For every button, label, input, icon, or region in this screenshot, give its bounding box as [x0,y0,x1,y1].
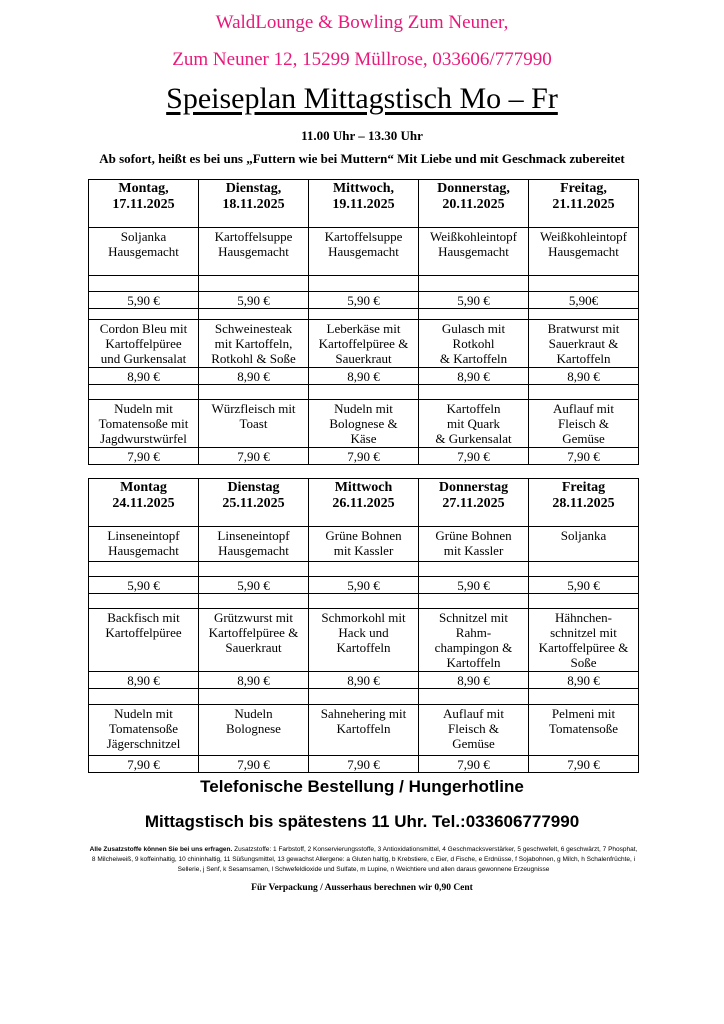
main-dish-text: Kartoffeln [336,640,391,655]
main-dish-text: Rahm- [455,625,492,640]
week2-row-main-price [89,672,639,689]
week2-row-third-dish [89,705,639,756]
spacer-cell [529,562,639,577]
third-dish-text: Nudeln mit [114,706,173,721]
day-header-text: Donnerstag [438,480,509,495]
third-dish-cell [529,400,639,448]
intro-text: Ab sofort, heißt es bei uns „Futtern wie bei Muttern“ Mit Liebe und mit Geschmack zubereitet [99,151,625,166]
spacer-cell [529,385,639,400]
day-header-text: Montag, [118,181,169,196]
third-dish-text: Bolognese & [329,416,398,431]
spacer-cell [89,689,199,705]
week1-row-main-price [89,368,639,385]
third-dish-text: Tomatensoße [548,721,619,736]
day-header-cell [89,180,199,228]
day-header-cell [199,180,309,228]
third-dish-text: Fleisch & [558,416,609,431]
main-dish-text: Sauerkraut [335,351,392,366]
main-price-cell [529,368,639,385]
soup-price-cell [529,292,639,309]
main-dish-cell [419,609,529,672]
week2-row-main-dish [89,609,639,672]
spacer-cell [309,562,419,577]
day-header-cell [419,479,529,527]
soup-dish-cell [419,228,529,276]
third-price-cell [199,756,309,773]
main-dish-text: Sauerkraut [225,640,282,655]
main-dish-text: Kartoffelpüree [105,625,182,640]
day-header-text: 25.11.2025 [222,496,285,511]
soup-dish-text: Grüne Bohnen [325,528,402,543]
soup-dish-cell [419,527,529,562]
spacer-cell [309,276,419,292]
spacer-cell [89,562,199,577]
main-dish-text: Sauerkraut & [548,336,619,351]
third-dish-text: Toast [239,416,268,431]
third-dish-text: Kartoffeln [336,721,391,736]
main-price-cell [199,368,309,385]
main-dish-text: Hack und [338,625,389,640]
soup-dish-cell [199,527,309,562]
third-price-text: 7,90 € [347,449,380,464]
day-header-text: Montag [120,480,167,495]
soup-price-cell [419,577,529,594]
main-dish-cell [529,609,639,672]
spacer-cell [89,276,199,292]
main-price-text: 8,90 € [457,673,490,688]
day-header-cell [309,180,419,228]
third-dish-text: Sahnehering mit [320,706,407,721]
allergen-list: Zusatzstoffe: 1 Farbstoff, 2 Konservierungsstoffe, 3 Antioxidationsmittel, 4 Geschmacksverstärker, 5 geschwefelt, 6 geschwärzt, 7 Phosphat, 8 Milcheiweiß, 9 koffeinhaltig, 10 chininhaltig, 11 Süßungsmittel, 13 gewachst Allergene: a Gluten haltig, b Krebstiere, c Eier, d Fische, e Erdnüsse, f Sojabohnen, g Milch, h Schalenfrüchte, i Sellerie, j Senf, k Sesamsamen, l Schwefeldioxide und Sulfate, m Lupine, n Weichtiere und allen daraus gewonnene Erzeugnisse [91,846,638,873]
day-header-cell [529,479,639,527]
soup-dish-cell [529,228,639,276]
soup-price-text: 5,90 € [567,578,600,593]
day-header-text: Mittwoch [334,480,393,495]
third-price-text: 7,90 € [347,757,380,772]
soup-price-text: 5,90 € [127,578,160,593]
spacer-cell [89,309,199,320]
day-header-cell [529,180,639,228]
main-dish-text: Schnitzel mit [439,610,508,625]
third-dish-cell [199,705,309,756]
week2-row-soup-price [89,577,639,594]
third-price-text: 7,90 € [457,449,490,464]
day-header-cell [309,479,419,527]
soup-price-text: 5,90€ [568,293,599,308]
soup-dish-text: mit Kassler [333,543,394,558]
spacer-cell [419,385,529,400]
main-dish-cell [309,320,419,368]
week1-row-soup-dish [89,228,639,276]
spacer-cell [199,562,309,577]
day-header-text: Donnerstag, [437,181,510,196]
day-header-text: 20.11.2025 [442,197,505,212]
spacer-cell [199,309,309,320]
third-price-cell [419,756,529,773]
third-price-cell [309,756,419,773]
soup-dish-cell [89,228,199,276]
third-dish-text: Tomatensoße mit [98,416,189,431]
allergen-lead: Alle Zusatzstoffe können Sie bei uns erfragen. [89,846,233,853]
third-dish-cell [529,705,639,756]
day-header-text: 26.11.2025 [332,496,395,511]
soup-price-cell [529,577,639,594]
third-dish-text: Jagdwurstwürfel [100,431,187,446]
third-price-text: 7,90 € [237,449,270,464]
week2-menu-table [88,478,639,773]
third-price-cell [89,448,199,465]
main-price-cell [419,368,529,385]
packaging-note: Für Verpackung / Ausserhaus berechnen wir 0,90 Cent [251,883,473,893]
main-dish-text: Kartoffelpüree & [208,625,299,640]
third-price-text: 7,90 € [567,449,600,464]
soup-dish-cell [529,527,639,562]
spacer-cell [529,594,639,609]
soup-dish-text: Hausgemacht [108,244,179,259]
main-price-text: 8,90 € [567,369,600,384]
week2-row-spacer [89,562,639,577]
day-header-text: Freitag [561,480,606,495]
third-dish-text: Tomatensoße [108,721,179,736]
main-price-text: 8,90 € [457,369,490,384]
soup-price-cell [89,292,199,309]
third-dish-text: Gemüse [562,431,605,446]
day-header-text: Dienstag, [225,181,282,196]
main-dish-text: Kartoffelpüree & [318,336,409,351]
soup-dish-text: Hausgemacht [108,543,179,558]
soup-price-cell [199,577,309,594]
soup-dish-text: Hausgemacht [218,543,289,558]
soup-price-text: 5,90 € [347,293,380,308]
soup-price-cell [309,577,419,594]
third-price-cell [529,756,639,773]
spacer-cell [419,594,529,609]
main-dish-text: und Gurkensalat [100,351,187,366]
third-dish-cell [199,400,309,448]
day-header-text: Freitag, [560,181,607,196]
soup-price-cell [419,292,529,309]
soup-price-cell [89,577,199,594]
soup-price-cell [309,292,419,309]
day-header-text: 19.11.2025 [332,197,395,212]
soup-dish-cell [199,228,309,276]
soup-dish-text: Grüne Bohnen [435,528,512,543]
day-header-text: 18.11.2025 [222,197,285,212]
main-dish-text: Bratwurst mit [547,321,620,336]
main-price-text: 8,90 € [237,673,270,688]
soup-dish-text: mit Kassler [443,543,504,558]
week2-row-third-price [89,756,639,773]
week1-menu-table [88,179,639,465]
third-dish-text: Fleisch & [448,721,499,736]
main-price-text: 8,90 € [347,673,380,688]
third-dish-text: Käse [350,431,377,446]
soup-dish-text: Hausgemacht [548,244,619,259]
third-dish-text: Auflauf mit [552,401,614,416]
order-deadline-phone: Mittagstisch bis spätestens 11 Uhr. Tel.:033606777990 [144,812,580,831]
main-price-text: 8,90 € [567,673,600,688]
main-dish-text: Kartoffelpüree [105,336,182,351]
third-dish-text: Würzfleisch mit [211,401,296,416]
main-dish-text: Schmorkohl mit [321,610,406,625]
spacer-cell [309,594,419,609]
soup-dish-cell [89,527,199,562]
third-dish-cell [419,705,529,756]
main-dish-text: champingon & [434,640,513,655]
week1-row-main-dish [89,320,639,368]
third-dish-text: Bolognese [226,721,281,736]
main-dish-text: Backfisch mit [107,610,180,625]
soup-price-text: 5,90 € [457,578,490,593]
main-dish-text: Rotkohl [452,336,495,351]
main-price-cell [89,368,199,385]
day-header-text: Mittwoch, [332,181,395,196]
spacer-cell [199,276,309,292]
soup-dish-text: Hausgemacht [328,244,399,259]
third-dish-text: Nudeln mit [334,401,393,416]
spacer-cell [309,689,419,705]
main-price-cell [309,368,419,385]
third-dish-cell [89,400,199,448]
week1-row-spacer [89,385,639,400]
main-dish-text: schnitzel mit [550,625,617,640]
main-dish-text: Soße [570,655,597,670]
soup-dish-cell [309,527,419,562]
main-dish-cell [89,320,199,368]
restaurant-address: Zum Neuner 12, 15299 Müllrose, 033606/777990 [172,49,552,70]
main-dish-cell [529,320,639,368]
main-dish-text: Kartoffeln [446,655,501,670]
spacer-cell [89,594,199,609]
allergen-note [88,845,639,875]
main-price-text: 8,90 € [127,673,160,688]
main-dish-text: Schweinesteak [214,321,293,336]
spacer-cell [419,276,529,292]
third-dish-cell [309,400,419,448]
day-header-text: 28.11.2025 [552,496,615,511]
restaurant-name: WaldLounge & Bowling Zum Neuner, [215,12,509,33]
soup-dish-text: Kartoffelsuppe [214,229,293,244]
spacer-cell [89,385,199,400]
day-header-cell [199,479,309,527]
main-price-cell [309,672,419,689]
week2-row-spacer [89,689,639,705]
main-dish-text: Cordon Bleu mit [99,321,188,336]
spacer-cell [199,594,309,609]
page-title: Speiseplan Mittagstisch Mo – Fr [166,82,558,115]
main-price-text: 8,90 € [237,369,270,384]
third-dish-text: Nudeln [234,706,273,721]
third-price-text: 7,90 € [457,757,490,772]
main-dish-text: Rotkohl & Soße [211,351,296,366]
main-dish-cell [199,609,309,672]
third-price-cell [309,448,419,465]
spacer-cell [529,276,639,292]
day-header-text: 21.11.2025 [552,197,615,212]
third-dish-cell [419,400,529,448]
main-price-text: 8,90 € [127,369,160,384]
main-dish-cell [89,609,199,672]
week1-row-third-dish [89,400,639,448]
day-header-cell [419,180,529,228]
spacer-cell [419,309,529,320]
week1-row-day-header [89,180,639,228]
third-price-cell [419,448,529,465]
soup-price-cell [199,292,309,309]
spacer-cell [309,385,419,400]
third-price-cell [529,448,639,465]
third-dish-text: Nudeln mit [114,401,173,416]
soup-dish-cell [309,228,419,276]
day-header-text: 17.11.2025 [112,197,175,212]
spacer-cell [529,309,639,320]
day-header-text: Dienstag [227,480,280,495]
main-dish-text: Hähnchen- [554,610,613,625]
third-price-text: 7,90 € [127,449,160,464]
main-price-cell [89,672,199,689]
soup-price-text: 5,90 € [347,578,380,593]
spacer-cell [529,689,639,705]
soup-dish-text: Kartoffelsuppe [324,229,403,244]
main-dish-text: Kartoffeln [556,351,611,366]
third-price-text: 7,90 € [127,757,160,772]
soup-dish-text: Weißkohleintopf [539,229,628,244]
soup-dish-text: Linseneintopf [217,528,290,543]
spacer-cell [199,385,309,400]
soup-dish-text: Soljanka [120,229,167,244]
third-price-text: 7,90 € [237,757,270,772]
main-dish-cell [199,320,309,368]
main-dish-cell [419,320,529,368]
spacer-cell [419,562,529,577]
spacer-cell [419,689,529,705]
day-header-cell [89,479,199,527]
main-price-text: 8,90 € [347,369,380,384]
week2-row-day-header [89,479,639,527]
third-dish-text: & Gurkensalat [435,431,512,446]
main-dish-text: Leberkäse mit [326,321,401,336]
third-price-cell [199,448,309,465]
soup-dish-text: Hausgemacht [438,244,509,259]
third-dish-cell [89,705,199,756]
spacer-cell [199,689,309,705]
soup-dish-text: Weißkohleintopf [429,229,518,244]
main-dish-text: Gulasch mit [441,321,506,336]
week1-row-third-price [89,448,639,465]
third-dish-text: Jägerschnitzel [106,736,181,751]
third-price-cell [89,756,199,773]
opening-hours: 11.00 Uhr – 13.30 Uhr [301,128,423,143]
main-dish-text: mit Kartoffeln, [214,336,293,351]
week2-row-soup-dish [89,527,639,562]
main-price-cell [529,672,639,689]
third-price-text: 7,90 € [567,757,600,772]
order-hotline-heading: Telefonische Bestellung / Hungerhotline [200,777,524,796]
day-header-text: 27.11.2025 [442,496,505,511]
main-dish-text: & Kartoffeln [439,351,508,366]
main-price-cell [199,672,309,689]
third-dish-text: mit Quark [446,416,501,431]
third-dish-text: Gemüse [452,736,495,751]
main-price-cell [419,672,529,689]
soup-price-text: 5,90 € [457,293,490,308]
week1-row-soup-price [89,292,639,309]
week2-row-spacer [89,594,639,609]
soup-price-text: 5,90 € [127,293,160,308]
soup-dish-text: Soljanka [560,528,607,543]
third-dish-text: Kartoffeln [446,401,501,416]
week1-row-spacer [89,276,639,292]
third-dish-cell [309,705,419,756]
day-header-text: 24.11.2025 [112,496,175,511]
soup-dish-text: Linseneintopf [107,528,180,543]
soup-price-text: 5,90 € [237,578,270,593]
soup-price-text: 5,90 € [237,293,270,308]
spacer-cell [309,309,419,320]
third-dish-text: Pelmeni mit [551,706,616,721]
soup-dish-text: Hausgemacht [218,244,289,259]
main-dish-text: Kartoffelpüree & [538,640,629,655]
main-dish-cell [309,609,419,672]
third-dish-text: Auflauf mit [442,706,504,721]
week1-row-spacer [89,309,639,320]
main-dish-text: Grützwurst mit [213,610,294,625]
